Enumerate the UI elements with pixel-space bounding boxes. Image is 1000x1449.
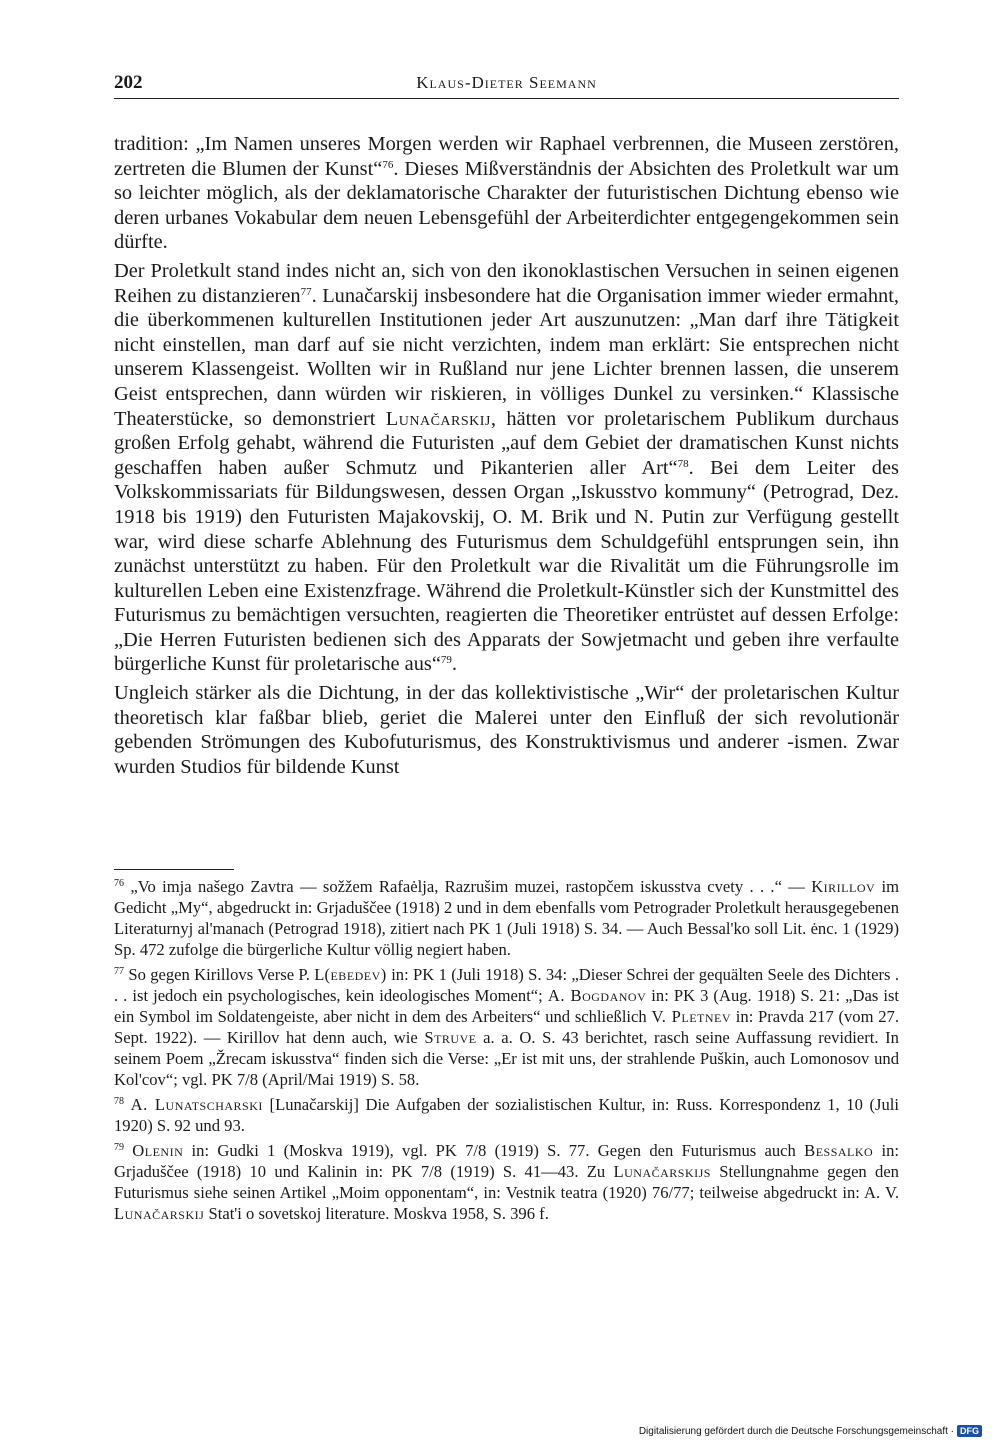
footnote-ref-77: 77 xyxy=(300,285,312,298)
footnote-77: $^{77}$ So gegen Kirillovs Verse P. L(ebedev) in: PK 1 (Juli 1918) S. 34: „Dieser Schrei der gequälten Seele des Dichters . . . ist jedoch ein psychologisches, kein ideologisches Moment“; A. Bogdanov in: PK 3 (Aug. 1918) S. 21: „Das ist ein Symbol im Soldatengeiste, aber nicht in dem des Arbeiters“ und schließlich V. Pletnev in: Pravda 217 (vom 27. Sept. 1922). — Kirillov hat denn auch, wie Struve a. a. O. S. 43 berichtet, rasch seine Auffassung revidiert. In seinem Poem „Žrecam iskusstva“ finden sich die Verse: „Er ist mit uns, der strahlende Puškin, auch Lomonosov und Kol'cov“; vgl. PK 7/8 (April/Mai 1919) S. 58. xyxy=(114,965,900,1089)
credit-text: Digitalisierung gefördert durch die Deutsche Forschungsgemeinschaft · xyxy=(638,1425,954,1437)
footnote-78: $^{78}$ A. Lunatscharski [Lunačarskij] Die Aufgaben der sozialistischen Kultur, in: Russ. Korrespondenz 1, 10 (Juli 1920) S. 92 und 93. xyxy=(114,1095,900,1135)
footnotes xyxy=(114,876,899,1228)
digitization-credit xyxy=(639,1423,982,1439)
page-header xyxy=(114,70,899,99)
footnote-79: $^{79}$ Olenin in: Gudki 1 (Moskva 1919), vgl. PK 7/8 (1919) S. 77. Gegen den Futurismus auch Bessalko in: Grjaduščee (1918) 10 und Kalinin in: PK 7/8 (1919) S. 41—43. Zu Lunačarskijs Stellungnahme gegen den Futurismus siehe seinen Artikel „Moim opponentam“, in: Vestnik teatra (1920) 76/77; teilweise abgedruckt in: A. V. Lunačarskij Stat'i o sovetskoj literature. Moskva 1958, S. 396 f. xyxy=(114,1141,900,1223)
author-name: Lunačarskij xyxy=(385,407,491,430)
footnote-ref-76: 76 xyxy=(382,158,394,171)
paragraph-1: tradition: „Im Namen unseres Morgen werden wir Raphael verbrennen, die Museen zerstören, zertreten die Blumen der Kunst“$^{76}$. Dieses Mißverständnis der Absichten des Proletkult war um so leichter möglich, als der deklamatorische Charakter der futuristischen Dichtung ebenso wie deren urbanes Vokabular dem neuen Lebensgefühl der Arbeiterdichter entgegengekommen sein dürfte. xyxy=(114,133,899,254)
dfg-logo-icon: DFG xyxy=(957,1425,982,1437)
page-number: 202 xyxy=(114,72,143,93)
footnote-76: $^{76}$ „Vo imja našego Zavtra — sožžem Rafaėlja, Razrušim muzei, rastopčem iskusstva cvety . . .“ — Kirillov im Gedicht „My“, abgedruckt in: Grjaduščee (1918) 2 und in dem ebenfalls vom Petrograder Proletkult herausgegebenen Literaturnyj al'manach (Petrograd 1918), zitiert nach PK 1 (Juli 1918) S. 34. — Auch Bessal'ko soll Lit. ėnc. 1 (1929) Sp. 472 zufolge die bürgerliche Kultur völlig negiert haben. xyxy=(114,877,900,959)
footnote-ref-79: 79 xyxy=(440,654,452,667)
paragraph-3: Ungleich stärker als die Dichtung, in der das kollektivistische „Wir“ der proletarischen Kultur theoretisch klar faßbar blieb, geriet die Malerei unter den Einfluß der sich revolutionär gebenden Strömungen des Kubofuturismus, des Konstruktivismus und anderer -ismen. Zwar wurden Studios für bildende Kunst xyxy=(114,682,899,778)
footnote-divider xyxy=(114,869,234,870)
footnote-ref-78: 78 xyxy=(677,457,689,470)
main-text xyxy=(114,132,899,783)
paragraph-2: Der Proletkult stand indes nicht an, sich von den ikonoklastischen Versuchen in seinen eigenen Reihen zu distanzieren$^{77}$. Lunačarskij insbesondere hat die Organisation immer wieder ermahnt, die überkommenen kulturellen Institutionen jeder Art auszunutzen: „Man darf ihre Tätigkeit nicht einstellen, man darf auf sie nicht verzichten, indem man erklärt: Sie entsprechen nicht unserem Klassengeist. Wollten wir in Rußland nur jene Lichter brennen lassen, die unserem Geist entsprechen, dann würden wir riskieren, in völliges Dunkel zu versinken.“ Klassische Theaterstücke, so demonstriert Lunačarskij, hätten vor proletarischem Publikum durchaus großen Erfolg gehabt, während die Futuristen „auf dem Gebiet der dramatischen Kunst nichts geschaffen haben außer Schmutz und Pikanterien aller Art“$^{78}$. Bei dem Leiter des Volkskommissariats für Bildungswesen, dessen Organ „Iskusstvo kommuny“ (Petrograd, Dez. 1918 bis 1919) den Futuristen Majakovskij, O. M. Brik und N. Putin zur Verfügung gestellt war, wird diese scharfe Ablehnung des Futurismus dem Schuldgefühl entsprungen sein, ihn zunächst unterstützt zu haben. Für den Proletkult war die Rivalität um die Führungsrolle im kulturellen Leben eine Existenzfrage. Während die Proletkult-Künstler sich der Kunstmittel des Futurismus zu bemächtigen versuchten, reagierten die Theoretiker entrüstet auf dessen Erfolge: „Die Herren Futuristen bedienen sich des Apparats der Sowjetmacht und geben ihre verfaulte bürgerliche Kunst für proletarische aus“$^{79}$. xyxy=(114,259,899,676)
running-head: Klaus-Dieter Seemann xyxy=(416,73,597,92)
